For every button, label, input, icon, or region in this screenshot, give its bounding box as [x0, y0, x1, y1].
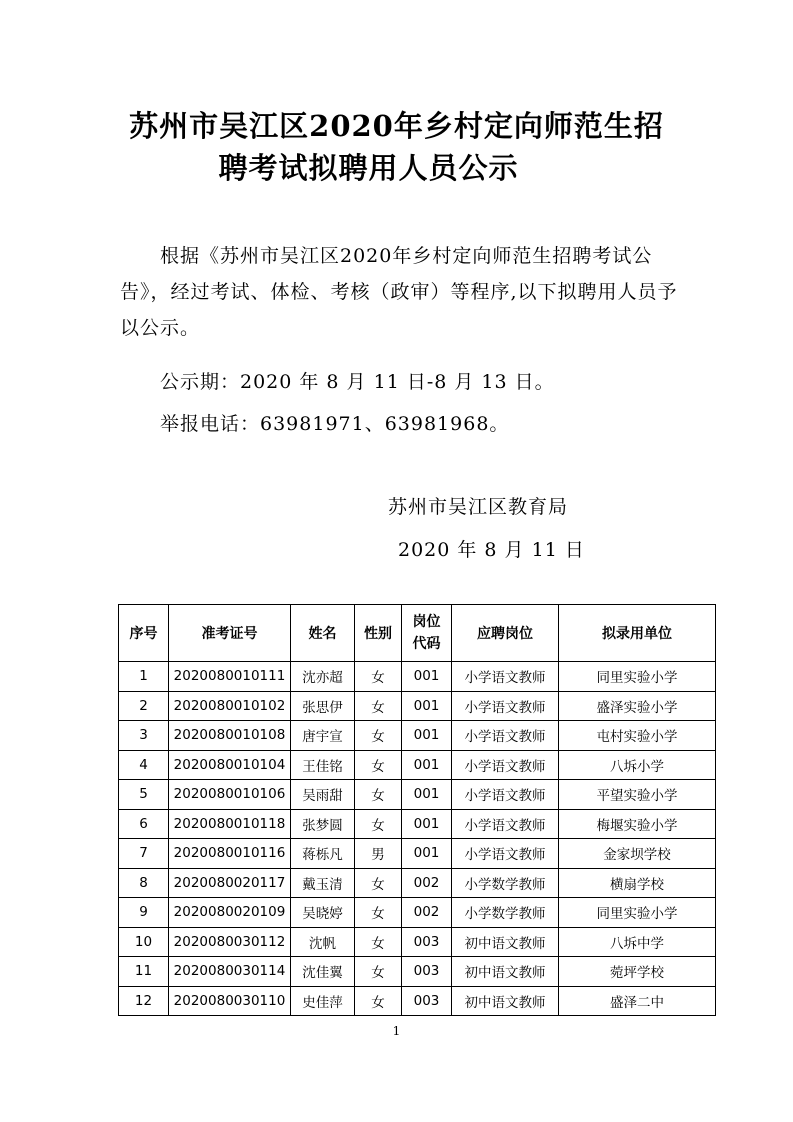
cell-post: 小学语文教师 — [452, 780, 559, 810]
cell-name: 戴玉清 — [291, 868, 355, 898]
cell-post: 小学数学教师 — [452, 868, 559, 898]
cell-exam-id: 2020080030112 — [169, 927, 291, 957]
cell-exam-id: 2020080010108 — [169, 721, 291, 751]
cell-post: 小学语文教师 — [452, 750, 559, 780]
table-row — [119, 986, 716, 1016]
cell-name: 史佳萍 — [291, 986, 355, 1016]
signature-org: 苏州市吴江区教育局 — [388, 496, 569, 518]
signature-date: 2020 年 8 月 11 日 — [398, 539, 585, 561]
col-header-post: 应聘岗位 — [452, 605, 559, 662]
document-title-line2: 聘考试拟聘用人员公示 — [218, 151, 519, 185]
cell-exam-id: 2020080010104 — [169, 750, 291, 780]
cell-gender: 女 — [355, 721, 402, 751]
table-header-row — [119, 605, 716, 662]
cell-name: 张梦圆 — [291, 809, 355, 839]
cell-unit: 盛泽实验小学 — [559, 691, 716, 721]
cell-exam-id: 2020080010102 — [169, 691, 291, 721]
cell-gender: 女 — [355, 780, 402, 810]
report-phone: 举报电话：63981971、63981968。 — [160, 413, 510, 435]
col-header-unit: 拟录用单位 — [559, 605, 716, 662]
table-row — [119, 780, 716, 810]
cell-gender: 女 — [355, 927, 402, 957]
cell-gender: 男 — [355, 839, 402, 869]
cell-post: 小学语文教师 — [452, 839, 559, 869]
cell-name: 吴雨甜 — [291, 780, 355, 810]
col-header-index: 序号 — [119, 605, 169, 662]
table-row — [119, 721, 716, 751]
cell-unit: 梅堰实验小学 — [559, 809, 716, 839]
cell-gender: 女 — [355, 809, 402, 839]
cell-index: 9 — [119, 898, 169, 928]
cell-post-code: 001 — [402, 750, 452, 780]
cell-post: 小学语文教师 — [452, 662, 559, 692]
table-row — [119, 662, 716, 692]
table-row — [119, 809, 716, 839]
cell-post-code: 001 — [402, 839, 452, 869]
cell-unit: 八坼小学 — [559, 750, 716, 780]
cell-unit: 八坼中学 — [559, 927, 716, 957]
cell-index: 4 — [119, 750, 169, 780]
cell-name: 张思伊 — [291, 691, 355, 721]
cell-index: 1 — [119, 662, 169, 692]
cell-exam-id: 2020080030110 — [169, 986, 291, 1016]
cell-post-code: 003 — [402, 927, 452, 957]
cell-exam-id: 2020080010118 — [169, 809, 291, 839]
intro-paragraph: 根据《苏州市吴江区2020年乡村定向师范生招聘考试公告》，经过考试、体检、考核（政审）等程序,以下拟聘用人员予以公示。 — [120, 245, 678, 339]
cell-exam-id: 2020080020109 — [169, 898, 291, 928]
cell-gender: 女 — [355, 898, 402, 928]
table-row — [119, 868, 716, 898]
cell-index: 11 — [119, 957, 169, 987]
cell-unit: 屯村实验小学 — [559, 721, 716, 751]
page-number: 1 — [392, 1024, 401, 1038]
cell-index: 12 — [119, 986, 169, 1016]
cell-index: 7 — [119, 839, 169, 869]
cell-exam-id: 2020080010116 — [169, 839, 291, 869]
cell-name: 蒋栎凡 — [291, 839, 355, 869]
cell-name: 沈亦超 — [291, 662, 355, 692]
cell-gender: 女 — [355, 750, 402, 780]
cell-post: 小学语文教师 — [452, 809, 559, 839]
table-row — [119, 839, 716, 869]
col-header-post-code: 岗位代码 — [402, 605, 452, 662]
cell-exam-id: 2020080030114 — [169, 957, 291, 987]
cell-post-code: 002 — [402, 868, 452, 898]
cell-unit: 同里实验小学 — [559, 662, 716, 692]
cell-gender: 女 — [355, 957, 402, 987]
cell-index: 3 — [119, 721, 169, 751]
cell-post-code: 001 — [402, 809, 452, 839]
cell-index: 6 — [119, 809, 169, 839]
cell-post: 初中语文教师 — [452, 986, 559, 1016]
cell-post-code: 001 — [402, 780, 452, 810]
cell-post: 初中语文教师 — [452, 957, 559, 987]
cell-index: 8 — [119, 868, 169, 898]
col-header-gender: 性别 — [355, 605, 402, 662]
document-title-line1: 苏州市吴江区2020年乡村定向师范生招 — [129, 109, 664, 143]
table-row — [119, 898, 716, 928]
cell-unit: 平望实验小学 — [559, 780, 716, 810]
notice-period: 公示期：2020 年 8 月 11 日-8 月 13 日。 — [160, 371, 555, 393]
cell-unit: 盛泽二中 — [559, 986, 716, 1016]
cell-post-code: 002 — [402, 898, 452, 928]
cell-name: 沈佳翼 — [291, 957, 355, 987]
cell-post-code: 001 — [402, 721, 452, 751]
cell-exam-id: 2020080010106 — [169, 780, 291, 810]
cell-index: 10 — [119, 927, 169, 957]
cell-name: 唐宇宣 — [291, 721, 355, 751]
cell-name: 王佳铭 — [291, 750, 355, 780]
table-row — [119, 691, 716, 721]
cell-post-code: 003 — [402, 957, 452, 987]
cell-post: 小学语文教师 — [452, 691, 559, 721]
cell-index: 2 — [119, 691, 169, 721]
col-header-exam-id: 准考证号 — [169, 605, 291, 662]
hiring-roster-table — [118, 604, 716, 1016]
cell-unit: 同里实验小学 — [559, 898, 716, 928]
cell-gender: 女 — [355, 691, 402, 721]
cell-index: 5 — [119, 780, 169, 810]
cell-name: 吴晓婷 — [291, 898, 355, 928]
cell-unit: 菀坪学校 — [559, 957, 716, 987]
cell-gender: 女 — [355, 662, 402, 692]
table-row — [119, 750, 716, 780]
table-row — [119, 927, 716, 957]
cell-gender: 女 — [355, 986, 402, 1016]
cell-post: 初中语文教师 — [452, 927, 559, 957]
cell-gender: 女 — [355, 868, 402, 898]
cell-unit: 金家坝学校 — [559, 839, 716, 869]
cell-exam-id: 2020080020117 — [169, 868, 291, 898]
cell-unit: 横扇学校 — [559, 868, 716, 898]
cell-post: 小学语文教师 — [452, 721, 559, 751]
cell-post-code: 003 — [402, 986, 452, 1016]
cell-post: 小学数学教师 — [452, 898, 559, 928]
cell-exam-id: 2020080010111 — [169, 662, 291, 692]
table-row — [119, 957, 716, 987]
cell-name: 沈帆 — [291, 927, 355, 957]
col-header-name: 姓名 — [291, 605, 355, 662]
cell-post-code: 001 — [402, 691, 452, 721]
cell-post-code: 001 — [402, 662, 452, 692]
